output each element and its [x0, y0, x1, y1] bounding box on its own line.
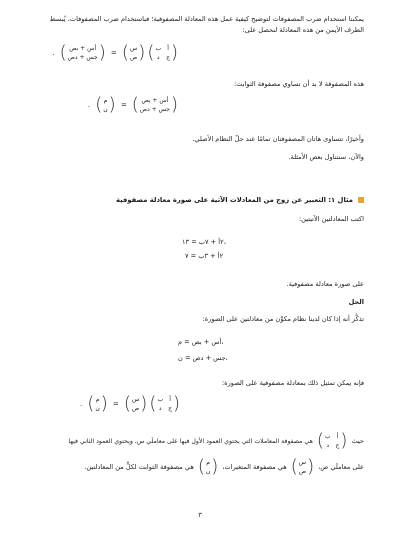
where-var-cell: ص [298, 467, 307, 475]
eq1-equals: = [110, 49, 117, 57]
where-const-matrix: ( م ن ) [197, 456, 219, 477]
eq1-result-cell: أس + بص [69, 44, 97, 52]
eq2-period: . [87, 101, 91, 109]
bullet-square-icon [358, 197, 364, 203]
eq3-coef-cell: د [158, 404, 162, 412]
where-coef-cell: ب [324, 432, 331, 440]
eq1-var-cell: ص [129, 53, 138, 61]
can-represent-text: فإنه يمكن تمثيل ذلك بمعادلة مصفوفية على الصورة: [221, 379, 364, 387]
eq3-coef-cell: ب [157, 395, 164, 403]
equation-1 [49, 44, 178, 62]
eq3-var-cell: ص [131, 404, 140, 412]
eq2-left-cell: جس + دص [139, 105, 170, 113]
eq1-coef-cell: د [156, 53, 160, 61]
general-equation-1: أس + بص = م، [178, 338, 224, 346]
where-text-2: على معاملَي ص، [318, 462, 364, 471]
where-coef-matrix: ( أ ب ج د ) [316, 430, 348, 451]
where-text-3: هي مصفوفة المتغيرات، [222, 462, 287, 471]
eq1-result-cell: جس + دص [67, 53, 98, 61]
eq1-result-matrix: ( أس + بص جس + دص ) [59, 42, 106, 63]
example-title: مثال ١: التعبير عن زوج من المعادلات الآتية على صورة معادلة مصفوفية [116, 196, 353, 204]
where-text-4: هي مصفوفة الثوابت لكلٍّ من المعادلتين. [84, 462, 194, 471]
where-line-2 [34, 458, 364, 476]
where-coef-cell: أ [336, 432, 339, 440]
equation-2 [85, 96, 178, 114]
eq2-const-cell: م [103, 96, 108, 104]
system-equation-1: ٢أ + ٧ب = ١٣، [182, 238, 226, 246]
eq1-var-cell: س [129, 44, 138, 52]
eq2-left-cell: أس + بص [141, 96, 169, 104]
intro-line-2: الطرف الأيمن من هذه المعادلة لنحصل على: [242, 26, 364, 34]
where-const-cell: م [206, 458, 210, 466]
finally-text: وأخيرًا، تتساوى هاتان المصفوفتان تمامًا عند حلّ النظام الأصلي. [192, 135, 364, 143]
where-line-1 [34, 432, 364, 450]
eq1-coef-matrix: ( أ ب ج د ) [147, 42, 178, 63]
must-equal-text: هذه المصفوفة لا بد أن تساوي مصفوفة الثوابت: [234, 80, 364, 88]
system-equation-2: ٢أ + ٣ب = ٧ [185, 252, 224, 260]
example-heading [116, 196, 364, 204]
eq2-const-cell: ن [103, 105, 108, 113]
general-equation-2: جس + دص = ن، [178, 354, 228, 362]
eq1-period: . [52, 49, 55, 57]
eq3-const-matrix: ( م ن ) [87, 393, 108, 414]
solution-heading: الحل [348, 298, 364, 306]
as-matrix-text: على صورة معادلة مصفوفية. [286, 280, 364, 288]
intro-line-1: يمكننا استخدام ضرب المصفوفات لتوضيح كيفية عمل هذه المعادلة المصفوفية؛ فباستخدام ضرب المصفوفات، يُبسط [49, 15, 364, 23]
eq2-equals: = [120, 101, 127, 109]
eq1-coef-cell: أ [167, 44, 169, 52]
eq1-vars-matrix: ( س ص ) [121, 42, 146, 63]
eq2-const-matrix: ( م ن ) [95, 94, 116, 115]
equation-3 [77, 395, 180, 413]
where-var-cell: س [298, 458, 307, 466]
where-vars-matrix: ( س ص ) [290, 456, 315, 477]
where-coef-cell: د [326, 441, 330, 449]
where-text-1: هي مصفوفة المعاملات التي يحتوي العمود الأول فيها على معاملَي س، ويحتوي العمود الثاني فيها [68, 437, 313, 445]
eq3-var-cell: س [131, 395, 140, 403]
eq3-equals: = [112, 400, 119, 408]
now-text: والآن، سنتناول بعض الأمثلة. [288, 153, 364, 161]
eq3-coef-cell: أ [169, 395, 171, 403]
where-coef-cell: ج [335, 441, 340, 449]
eq1-coef-cell: ب [155, 44, 162, 52]
eq3-coef-cell: ج [168, 404, 172, 412]
where-const-cell: ن [205, 467, 211, 475]
eq3-coef-matrix: ( أ ب ج د ) [149, 393, 180, 414]
eq3-const-cell: م [95, 395, 100, 403]
eq3-const-cell: ن [95, 404, 100, 412]
eq3-vars-matrix: ( س ص ) [123, 393, 148, 414]
page-number: ٣ [198, 511, 202, 519]
eq3-period: . [80, 400, 83, 408]
instruction-text: اكتب المعادلتين الآتيتين: [298, 215, 364, 223]
eq1-coef-cell: ج [166, 53, 170, 61]
recall-text: تذكَّر أنه إذا كان لدينا نظام مكوَّن من معادلتين على الصورة: [202, 315, 364, 323]
eq2-left-matrix: ( أس + بص جس + دص ) [131, 94, 178, 115]
where-word: حيث [351, 436, 364, 445]
